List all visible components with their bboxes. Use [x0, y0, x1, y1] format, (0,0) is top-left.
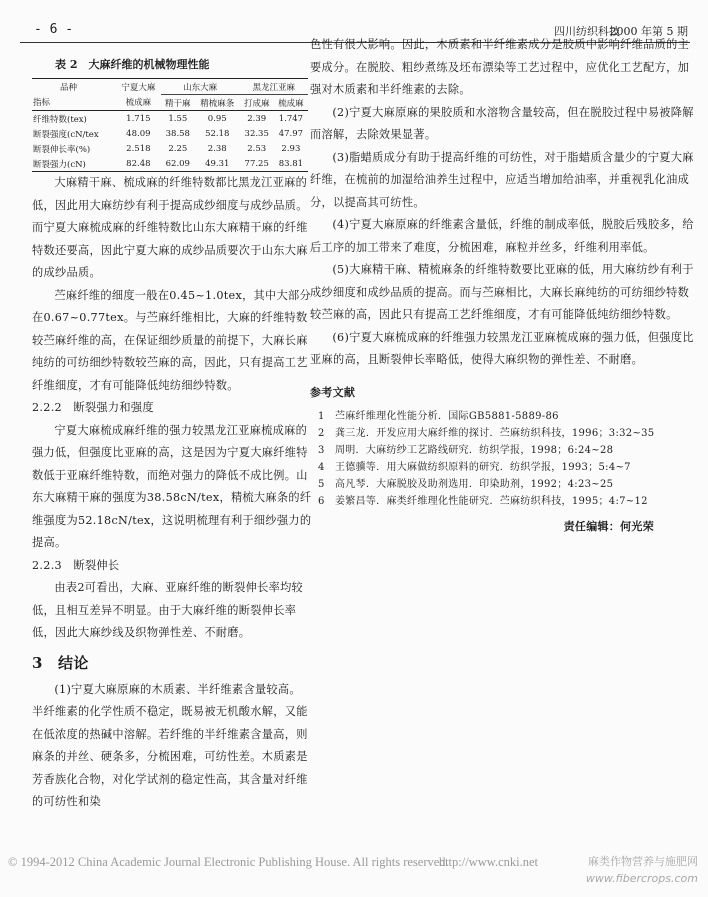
table-cell: 2.93	[281, 143, 301, 154]
row-label: 纤维特数(tex)	[32, 111, 116, 127]
copyright-notice: © 1994-2012 China Academic Journal Electronic Publishing House. All rights reserved.	[8, 855, 449, 869]
table-cell: 49.31	[195, 156, 240, 172]
table-cell: 2.25	[168, 143, 188, 154]
reference-item: 5 高凡琴．大麻脱胶及助剂选用．印染助剂，1992；4:23~25	[318, 479, 614, 490]
conclusion-item: (4)宁夏大麻原麻的纤维素含量低，纤维的制成率低，脱胶后残胶多，给后工序的加工带来了难度，分梳困难，麻粒并丝多，纤维利用率低。	[310, 218, 694, 254]
table-row	[32, 111, 308, 127]
header-index: 指标	[33, 98, 51, 109]
table-cell: 52.18	[205, 128, 230, 139]
subsection-heading-2-2-2: 2.2.2 断裂强力和强度	[32, 401, 154, 414]
paragraph: 色性有很大影响。因此，木质素和半纤维素成分是胶质中影响纤维品质的主要成分。在脱胶、粗纱煮练及坯布漂染等工艺过程中，应优化工艺配方，加强对木质素和半纤维素的去除。	[310, 38, 690, 96]
conclusion-item: (5)大麻精干麻、精梳麻条的纤维特数要比亚麻的低，用大麻纺纱有利于成纱细度和成纱品质的提高。而与苎麻相比，大麻长麻纯纺的可纺细纱特数较苎麻的高，因此只有提高工艺纤维细度，才有可能降低纯纺细纱特数。	[310, 263, 694, 321]
table-cell: 47.97	[278, 128, 304, 139]
sub-hlj-2: 梳成麻	[278, 98, 304, 109]
row-label: 断裂伸长率(%)	[33, 144, 91, 155]
references-list	[310, 408, 694, 510]
table-cell: 1.747	[274, 111, 308, 127]
sub-shandong-1: 精干麻	[165, 98, 191, 109]
header-heilongjiang: 黑龙江亚麻	[240, 79, 308, 95]
paragraph: (1)宁夏大麻原麻的木质素、半纤维素含量较高。半纤维素的化学性质不稳定，既易被无机酸水解，又能在低浓度的热碱中溶解。若纤维的半纤维素含量高，则麻条的并丝、硬条多，分梳困难，可纺性差。木质素是芳香族化合物，对化学试剂的稳定性高，其含量对纤维的可纺性和染	[32, 682, 308, 808]
mechanical-properties-table	[32, 78, 308, 172]
row-label: 断裂强力(cN)	[32, 156, 116, 172]
table-cell: 32.35	[244, 128, 269, 139]
table-row	[32, 156, 308, 172]
table-cell: 2.518	[126, 143, 151, 154]
reference-item: 6 姜繁昌等．麻类纤维理化性能研究．苎麻纺织科技，1995；4:7~12	[318, 496, 648, 507]
table-header-row	[32, 79, 308, 95]
table-cell: 1.715	[116, 111, 161, 127]
reference-item: 3 周明．大麻纺纱工艺路线研究．纺织学报，1998；6:24~28	[318, 445, 614, 456]
table-subheader-row	[32, 95, 308, 111]
sub-hlj-1: 打成麻	[243, 98, 270, 109]
reference-item: 2 龚三龙．开发应用大麻纤维的探讨．苎麻纺织科技，1996；3:32~35	[318, 428, 655, 439]
table-cell: 2.39	[240, 111, 274, 127]
page-number: - 6 -	[34, 22, 74, 37]
paragraph: 宁夏大麻梳成麻纤维的强力较黑龙江亚麻梳成麻的强力低，但强度比亚麻的高，这是因为宁夏大麻纤维特数低于亚麻纤维特数，而绝对强力的降低不成比例。山东大麻精干麻的强度为38.58cN/tex，精梳大麻条的纤维强度为52.18cN/tex，这说明梳理有利于细纱强力的提高。	[32, 423, 312, 549]
table-cell: 2.53	[247, 143, 267, 154]
conclusion-item: (2)宁夏大麻原麻的果胶质和水溶物含量较高，但在脱胶过程中易被降解而溶解，去除效果显著。	[310, 105, 694, 141]
table-cell: 82.48	[116, 156, 161, 172]
table-cell: 62.09	[161, 156, 195, 172]
journal-name: 四川纺织科技	[554, 25, 620, 38]
right-column	[310, 34, 694, 539]
table-row	[32, 126, 308, 141]
reference-item: 1 苎麻纤维理化性能分析．国际GB5881-5889-86	[318, 411, 559, 422]
paragraph: 大麻精干麻、梳成麻的纤维特数都比黑龙江亚麻的低，因此用大麻纺纱有利于提高成纱细度与成纱品质。而宁夏大麻梳成麻的纤维特数比山东大麻精干麻的纤维特数还要高，因此宁夏大麻的成纱品质要次于山东大麻的成纱品质。	[32, 176, 308, 279]
table-caption: 表 2 大麻纤维的机械物理性能	[55, 58, 210, 71]
paragraph: 由表2可看出，大麻、亚麻纤维的断裂伸长率均较低，且相互差异不明显。由于大麻纤维的断裂伸长率低，因此大麻纱线及织物弹性差、不耐磨。	[32, 581, 304, 639]
header-ningxia: 宁夏大麻	[116, 79, 161, 95]
row-label: 断裂强度(cN/tex	[33, 129, 99, 140]
left-column	[32, 172, 312, 814]
site-link[interactable]: http://www.cnki.net	[438, 855, 538, 869]
subsection-heading-2-2-3: 2.2.3 断裂伸长	[32, 558, 120, 572]
reference-item: 4 王德骥等．用大麻做纺织原料的研究．纺织学报，1993；5:4~7	[318, 462, 631, 473]
watermark-text: 麻类作物营养与施肥网	[588, 855, 698, 868]
sub-shandong-2: 精梳麻条	[200, 98, 235, 109]
sub-ningxia: 梳成麻	[125, 98, 152, 109]
section-heading-conclusion: 3 结论	[32, 653, 89, 672]
table-cell: 83.81	[274, 156, 308, 172]
table-cell: 77.25	[240, 156, 274, 172]
conclusion-item: (6)宁夏大麻梳成麻的纤维强力较黑龙江亚麻梳成麻的强力低，但强度比亚麻的高，且断裂伸长率略低，使得大麻织物的弹性差、不耐磨。	[310, 330, 694, 366]
table-cell: 2.38	[207, 143, 227, 154]
table-row	[32, 141, 308, 156]
table-cell: 48.09	[126, 128, 151, 139]
table-cell: 0.95	[195, 111, 240, 127]
issue-label: 2000 年第 5 期	[609, 25, 688, 38]
responsible-editor: 责任编辑：何光荣	[563, 520, 654, 533]
table-cell: 38.58	[165, 128, 190, 139]
paragraph: 苎麻纤维的细度一般在0.45~1.0tex，其中大部分在0.67~0.77tex。与苎麻纤维相比，大麻的纤维特数较苎麻纤维的高，在保证细纱质量的前提下，大麻长麻纯纺的可纺细纱特数较苎麻的高，因此，只有提高工艺纤维细度，才有可能降低纯纺细纱特数。	[32, 288, 311, 392]
conclusion-item: (3)脂蜡质成分有助于提高纤维的可纺性，对于脂蜡质含量少的宁夏大麻纤维，在梳前的加湿给油养生过程中，应适当增加给油率，并重视乳化油成分，以提高其可纺性。	[310, 150, 694, 209]
watermark-url: www.fibercrops.com	[585, 872, 698, 885]
header-product: 品种	[32, 79, 116, 95]
table-cell: 1.55	[161, 111, 195, 127]
references-heading: 参考文献	[310, 385, 356, 399]
header-shandong: 山东大麻	[161, 79, 240, 95]
